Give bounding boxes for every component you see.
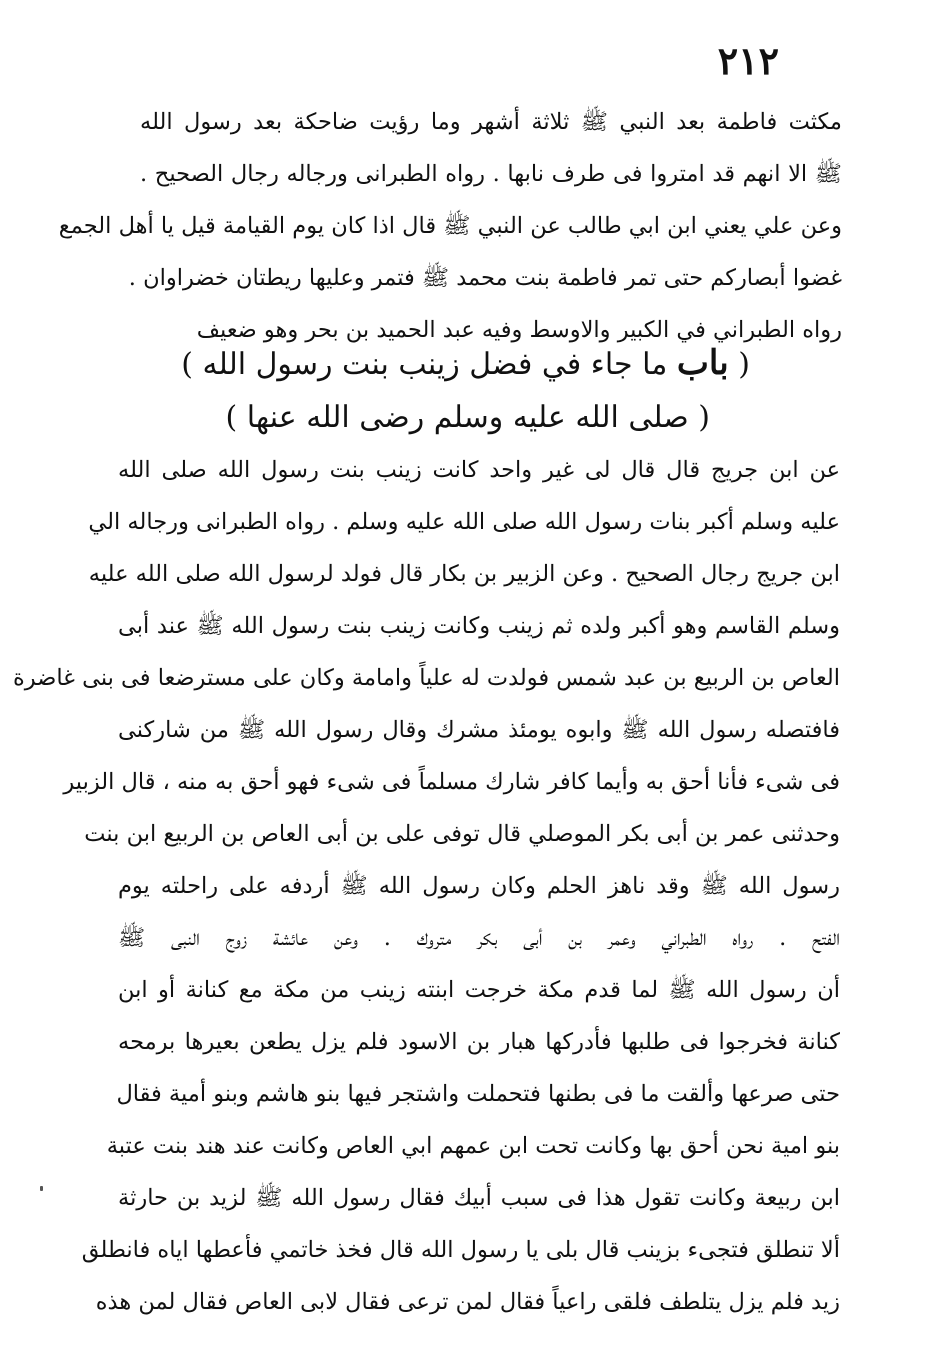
heading-bab-word: باب bbox=[676, 343, 729, 383]
heading-open-paren: ( bbox=[738, 347, 750, 382]
chapter-subheading: ( صلى الله عليه وسلم رضى الله عنها ) bbox=[225, 400, 710, 435]
text-line: مكثت فاطمة بعد النبي ﷺ ثلاثة أشهر وما رؤيت ضاحكة بعد رسول الله bbox=[140, 109, 842, 135]
text-line: فافتصله رسول الله ﷺ وابوه يومئذ مشرك وقال رسول الله ﷺ من شاركنى bbox=[118, 717, 840, 743]
paragraph-zaynab bbox=[13, 444, 840, 1328]
heading-title: ما جاء في فضل زينب بنت رسول الله bbox=[202, 347, 668, 382]
text-line: حتى صرعها وألقت ما فى بطنها فتحملت واشتجر فيها بنو هاشم وبنو أمية فقال bbox=[116, 1081, 840, 1107]
text-line: وحدثنى عمر بن أبى بكر الموصلي قال توفى على بن أبى العاص بن الربيع ابن بنت bbox=[84, 821, 840, 847]
text-line: فى شىء فأنا أحق به وأيما كافر شارك مسلماً فى شىء فهو أحق به منه ، قال الزبير bbox=[63, 769, 840, 795]
text-line: عليه وسلم أكبر بنات رسول الله صلى الله عليه وسلم . رواه الطبرانى ورجاله الي bbox=[88, 509, 840, 535]
heading-close-paren: ) bbox=[181, 347, 193, 382]
text-line: الفتح . رواه الطبراني وعمر بن أبى بكر متروك . وعن عائشة زوج النبى ﷺ bbox=[118, 925, 840, 951]
text-line: بنو امية نحن أحق بها وكانت تحت ابن عمهم ابي العاص وكانت عند هند بنت عتبة bbox=[106, 1133, 840, 1159]
text-line: ﷺ الا انهم قد امتروا فى طرف نابها . رواه الطبرانى ورجاله رجال الصحيح . bbox=[140, 161, 842, 187]
page-number: ٢١٢ bbox=[717, 38, 779, 83]
text-line: ابن ربيعة وكانت تقول هذا فى سبب أبيك فقال رسول الله ﷺ لزيد بن حارثة bbox=[118, 1185, 840, 1211]
text-line: كنانة فخرجوا فى طلبها فأدركها هبار بن الاسود فلم يزل يطعن بعيرها برمحه bbox=[118, 1029, 840, 1055]
scan-speck bbox=[40, 1186, 43, 1191]
text-line: زيد فلم يزل يتلطف فلقى راعياً فقال لمن ترعى فقال لابى العاص فقال لمن هذه bbox=[95, 1289, 840, 1315]
chapter-heading bbox=[181, 336, 750, 390]
text-line: رواه الطبراني في الكبير والاوسط وفيه عبد الحميد بن بحر وهو ضعيف bbox=[196, 317, 842, 343]
text-line: أن رسول الله ﷺ لما قدم مكة خرجت ابنته زينب من مكة مع كنانة أو ابن bbox=[118, 977, 840, 1003]
text-line: وعن علي يعني ابن ابي طالب عن النبي ﷺ قال اذا كان يوم القيامة قيل يا أهل الجمع bbox=[58, 213, 842, 239]
text-line: غضوا أبصاركم حتى تمر فاطمة بنت محمد ﷺ فتمر وعليها ريطتان خضراوان . bbox=[128, 265, 842, 291]
text-line: عن ابن جريج قال قال لى غير واحد كانت زينب بنت رسول الله صلى الله bbox=[118, 457, 840, 483]
text-line: ألا تنطلق فتجىء بزينب قال بلى يا رسول الله قال فخذ خاتمي فأعطها اياه فانطلق bbox=[81, 1237, 840, 1263]
text-line: ابن جريج رجال الصحيح . وعن الزبير بن بكار قال فولد لرسول الله صلى الله عليه bbox=[88, 561, 840, 587]
text-line: رسول الله ﷺ وقد ناهز الحلم وكان رسول الله ﷺ أردفه على راحلته يوم bbox=[118, 873, 840, 899]
text-line: العاص بن الربيع بن عبد شمس فولدت له علياً وامامة وكان على مسترضعا فى بنى غاضرة bbox=[13, 665, 840, 691]
text-line: وسلم القاسم وهو أكبر ولده ثم زينب وكانت زينب بنت رسول الله ﷺ عند أبى bbox=[118, 613, 840, 639]
paragraph-fatima bbox=[58, 96, 842, 356]
